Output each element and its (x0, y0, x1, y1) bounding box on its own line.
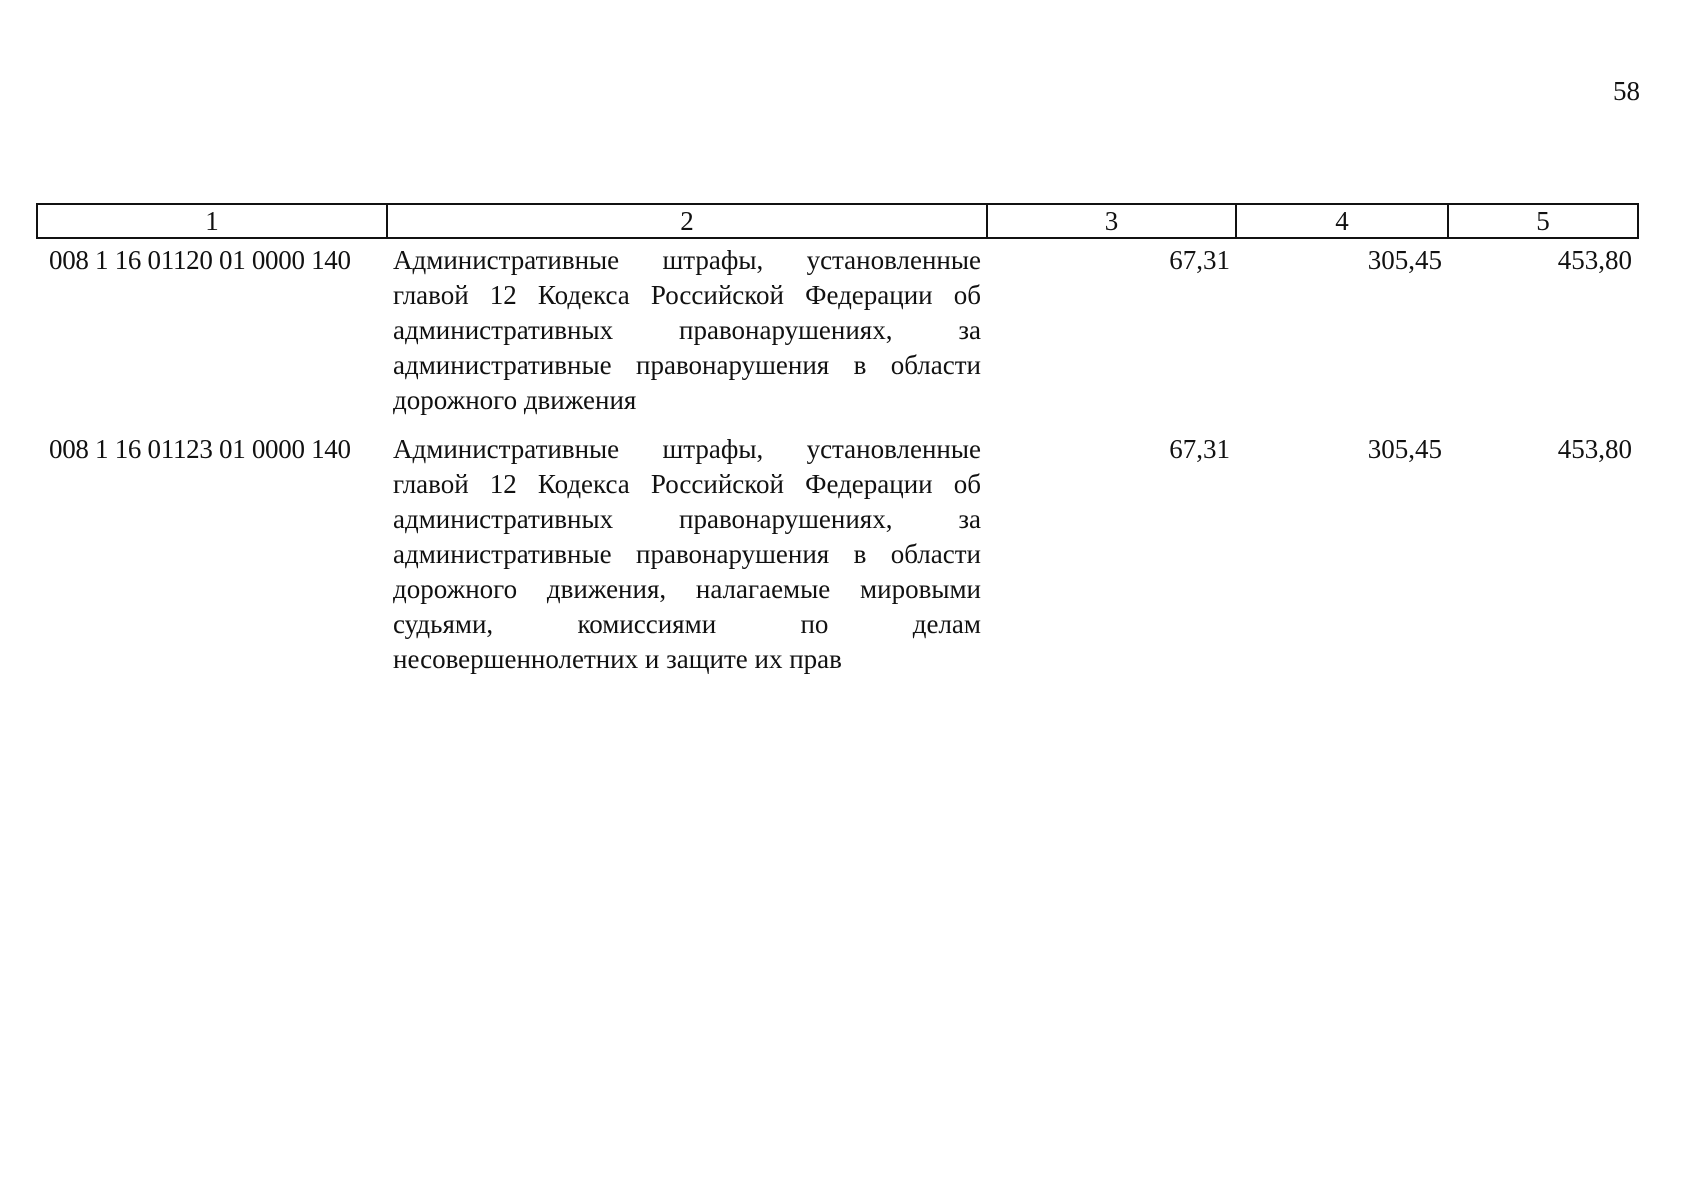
header-col-5: 5 (1448, 204, 1638, 238)
header-col-3: 3 (987, 204, 1236, 238)
page-number: 58 (1613, 76, 1640, 106)
row-value-col4: 305,45 (1367, 434, 1442, 464)
row-value-col4: 305,45 (1367, 245, 1442, 275)
header-row (37, 204, 1638, 238)
header-col-1: 1 (37, 204, 387, 238)
row-description: Административные штрафы, установленные главой 12 Кодекса Российской Федерации об административных правонарушениях, за административные правонарушения в области дорожного движения, налагаемые мировыми судьями, комиссиями по делам несовершеннолетних и защите их прав (393, 434, 981, 674)
table-header (37, 204, 1638, 238)
row-value-col5: 453,80 (1557, 434, 1632, 464)
table-row (37, 238, 1638, 428)
row-code: 008 1 16 01123 01 0000 140 (49, 434, 351, 464)
row-value-col3: 67,31 (1169, 245, 1230, 275)
table-body (37, 238, 1638, 692)
row-code: 008 1 16 01120 01 0000 140 (49, 245, 351, 275)
row-description: Административные штрафы, установленные главой 12 Кодекса Российской Федерации об административных правонарушениях, за административные правонарушения в области дорожного движения (393, 245, 981, 415)
table-row (37, 428, 1638, 692)
budget-table-container (36, 203, 1637, 692)
row-value-col5: 453,80 (1557, 245, 1632, 275)
header-col-2: 2 (387, 204, 987, 238)
row-value-col3: 67,31 (1169, 434, 1230, 464)
budget-table (36, 203, 1639, 692)
header-col-4: 4 (1236, 204, 1448, 238)
